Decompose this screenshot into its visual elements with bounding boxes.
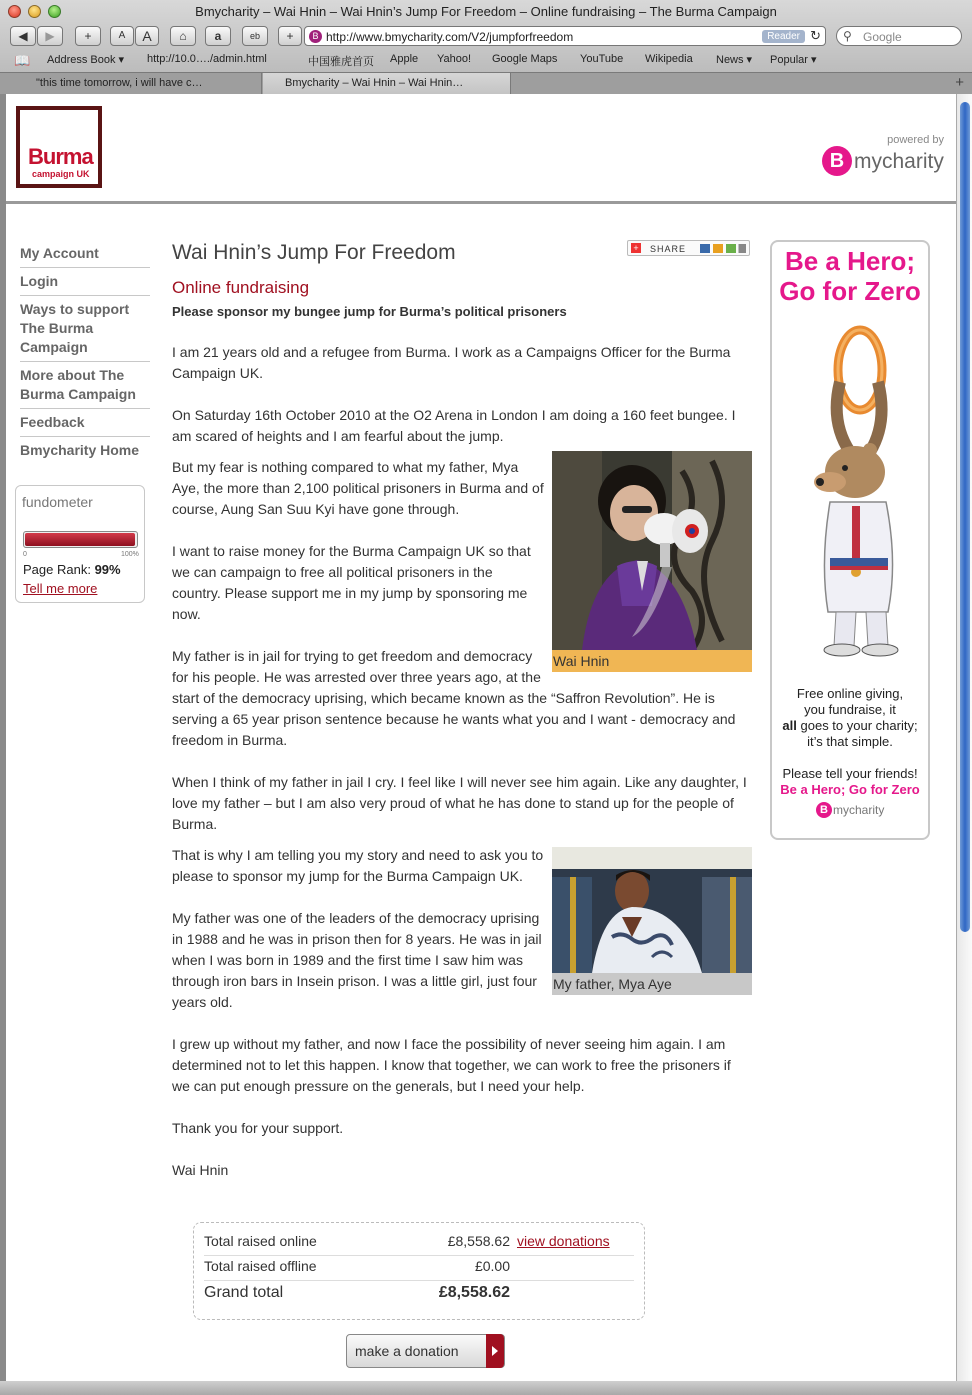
nav-my-account[interactable]: My Account: [20, 240, 150, 268]
bmycharity-b-icon: B: [822, 146, 852, 176]
bookmarks-bar: [0, 50, 972, 70]
ad-text-rest: goes to your charity;: [796, 718, 918, 733]
bookmark-item[interactable]: http://10.0…./admin.html: [147, 53, 267, 65]
fundometer-widget: [15, 485, 145, 603]
total-online-value: £8,558.62: [447, 1233, 510, 1249]
fundometer-title: fundometer: [22, 494, 93, 510]
nav-login[interactable]: Login: [20, 268, 150, 296]
story-paragraph: My father was one of the leaders of the democracy uprising in 1988 and he was in prison then for 8 years. He was in jail when I was born in 1989 and the first time I saw him was through iron bars in Insein prison. I was a little girl, just four years old.: [172, 910, 542, 1010]
vertical-scrollbar[interactable]: [956, 94, 972, 1381]
tab-inactive[interactable]: "this time tomorrow, i will have c…: [14, 73, 262, 94]
photo-caption: Wai Hnin: [552, 650, 752, 672]
ad-text-line: it’s that simple.: [807, 734, 893, 749]
ad-tell-friends: Please tell your friends!: [782, 766, 918, 781]
lead-text: Please sponsor my bungee jump for Burma’s political prisoners: [172, 304, 567, 319]
bookmark-item[interactable]: YouTube: [580, 53, 624, 65]
ad-headline-line: Go for Zero: [779, 276, 921, 306]
page-rank-label: Page Rank:: [23, 562, 91, 577]
fundometer-low-label: 0: [23, 551, 27, 558]
photo-figure-wai-hnin: [552, 451, 752, 672]
bookmark-item[interactable]: 中国雅虎首页: [308, 56, 374, 68]
view-donations-link[interactable]: view donations: [517, 1233, 610, 1249]
social-icons: [700, 244, 746, 253]
bookmark-item[interactable]: Address Book ▾: [47, 54, 125, 66]
site-header: [6, 94, 956, 204]
photo-caption: My father, Mya Aye: [552, 973, 752, 995]
bmycharity-logo[interactable]: [822, 146, 946, 176]
ad-body-text: [772, 686, 928, 750]
logo-text: Burma: [28, 144, 93, 169]
story-paragraph: On Saturday 16th October 2010 at the O2 Arena in London I am doing a 160 feet bungee. I am scared of heights and I am fearful about the jump.: [172, 407, 736, 444]
story-paragraph: I grew up without my father, and now I face the possibility of never seeing him again. I am determined not to let this happen. I know that together, we can work to free the prisoners if we can put enough pressure on the generals, but I need your help.: [172, 1036, 731, 1094]
logo-subtext: campaign UK: [32, 169, 90, 179]
share-button[interactable]: [627, 240, 750, 256]
bookmark-item[interactable]: Apple: [390, 53, 419, 65]
back-button[interactable]: ◀: [10, 26, 36, 46]
wai-hnin-photo: [552, 451, 752, 650]
story-paragraph: I am 21 years old and a refugee from Burma. I work as a Campaigns Officer for the Burma Campaign UK.: [172, 344, 731, 381]
text-bigger-button[interactable]: A: [135, 26, 159, 46]
page-title: Wai Hnin’s Jump For Freedom: [172, 241, 456, 264]
bmycharity-b-icon: B: [816, 802, 832, 818]
divider: [204, 1280, 634, 1281]
fundraising-totals: [193, 1222, 645, 1320]
web-page: [6, 94, 956, 1381]
title-bar: [0, 0, 972, 24]
make-donation-label: make a donation: [355, 1343, 459, 1359]
toolbar: [0, 24, 972, 48]
reader-button[interactable]: Reader: [762, 30, 805, 43]
ad-bmycharity-logo: [816, 802, 896, 820]
mya-aye-photo: [552, 847, 752, 973]
total-offline-value: £0.00: [474, 1258, 510, 1274]
bmycharity-wordmark: mycharity: [833, 803, 885, 817]
nav-bmycharity-home[interactable]: Bmycharity Home: [20, 442, 140, 458]
bookmark-item[interactable]: Google Maps: [492, 53, 558, 65]
forward-button[interactable]: ▶: [37, 26, 63, 46]
powered-by-label: powered by: [887, 134, 944, 146]
bookmark-item[interactable]: Wikipedia: [645, 53, 693, 65]
share-label: SHARE: [650, 244, 687, 254]
url-text[interactable]: http://www.bmycharity.com/V2/jumpforfreedom: [326, 30, 574, 44]
total-offline-label: Total raised offline: [204, 1258, 317, 1274]
bookmark-item[interactable]: Popular ▾: [770, 54, 817, 66]
arrow-right-icon: [486, 1334, 504, 1368]
site-favicon-icon: B: [309, 30, 322, 43]
section-subtitle: Online fundraising: [172, 278, 310, 297]
add-bookmark-button[interactable]: +: [75, 26, 101, 46]
search-input[interactable]: [836, 26, 962, 46]
tell-me-more-link[interactable]: Tell me more: [23, 581, 98, 596]
nav-ways-to-support[interactable]: Ways to support The Burma Campaign: [20, 296, 150, 362]
fundometer-high-label: 100%: [121, 551, 139, 558]
new-tab-icon[interactable]: +: [955, 74, 964, 91]
story-paragraph: When I think of my father in jail I cry. I feel like I will never see him again. Like any daughter, I love my father – but I am also very proud of what he has done to stand up for the people of Burma.: [172, 774, 747, 832]
nav-feedback[interactable]: Feedback: [20, 409, 150, 437]
story-paragraph: My father is in jail for trying to get freedom and democracy for his people. He was arrested over three years ago, at the start of the democracy uprising, which became known as the “Saffron Revolution”. He is serving a 65 year prison sentence because he wants what you and I want - democracy and freedom in Burma.: [172, 648, 736, 748]
bear-mascot-illustration: [790, 322, 914, 666]
fundometer-bar: [23, 531, 138, 548]
ad-text-line: you fundraise, it: [804, 702, 896, 717]
story-paragraph: But my fear is nothing compared to what my father, Mya Aye, the more than 2,100 political prisoners in Burma and of course, Aung San Suu Kyi have gone through.: [172, 459, 544, 517]
tab-bar: [0, 72, 972, 94]
sidebar-nav: [20, 240, 150, 464]
bookmark-item[interactable]: News ▾: [716, 54, 753, 66]
page-rank: [23, 562, 121, 577]
window-title: Bmycharity – Wai Hnin – Wai Hnin’s Jump For Freedom – Online fundraising – The Burma Campaign: [195, 4, 777, 19]
bmycharity-wordmark: mycharity: [854, 150, 944, 173]
tab-active[interactable]: Bmycharity – Wai Hnin – Wai Hnin…: [263, 73, 511, 94]
address-bar[interactable]: [304, 26, 826, 46]
ad-text-line: Free online giving,: [796, 686, 904, 701]
home-button[interactable]: ⌂: [170, 26, 196, 46]
extension-button[interactable]: eb: [242, 26, 268, 46]
be-a-hero-advert[interactable]: [770, 240, 930, 840]
search-placeholder: Google: [863, 30, 902, 44]
reading-list-icon[interactable]: 📖: [14, 53, 31, 68]
scrollbar-thumb[interactable]: [960, 102, 970, 932]
total-online-label: Total raised online: [204, 1233, 317, 1249]
text-smaller-button[interactable]: A: [110, 26, 134, 46]
browser-chrome: [0, 0, 972, 94]
new-tab-button[interactable]: +: [278, 26, 302, 46]
ad-headline: [772, 246, 928, 306]
story-paragraph: I want to raise money for the Burma Campaign UK so that we can campaign to free all political prisoners in the country. Please support me in my jump by sponsoring me now.: [172, 543, 531, 622]
burma-campaign-logo[interactable]: [16, 106, 102, 188]
grand-total-label: Grand total: [204, 1284, 284, 1301]
status-bar: [0, 1381, 972, 1395]
ad-text-line: [772, 718, 928, 734]
make-donation-button[interactable]: [346, 1334, 505, 1368]
ad-hero-slogan: Be a Hero; Go for Zero: [780, 782, 920, 797]
fundometer-fill: [25, 533, 135, 546]
grand-total-value: £8,558.62: [438, 1284, 510, 1301]
amazon-button[interactable]: a: [205, 26, 231, 46]
story-paragraph: Thank you for your support.: [172, 1120, 344, 1136]
share-plus-icon: +: [631, 243, 641, 253]
ad-text-bold: all: [782, 718, 797, 733]
nav-more-about[interactable]: More about The Burma Campaign: [20, 362, 150, 409]
divider: [204, 1255, 634, 1256]
story-paragraph: That is why I am telling you my story and need to ask you to please to sponsor my jump for the Burma Campaign UK.: [172, 847, 544, 884]
search-icon: ⚲: [843, 29, 852, 43]
signature-name: Wai Hnin: [172, 1162, 229, 1178]
photo-figure-mya-aye: [552, 847, 752, 995]
main-content: [172, 240, 752, 1181]
reload-icon[interactable]: ↻: [810, 28, 821, 43]
page-rank-value: 99%: [94, 562, 121, 577]
bookmark-item[interactable]: Yahoo!: [437, 53, 472, 65]
ad-headline-line: Be a Hero;: [784, 246, 916, 276]
